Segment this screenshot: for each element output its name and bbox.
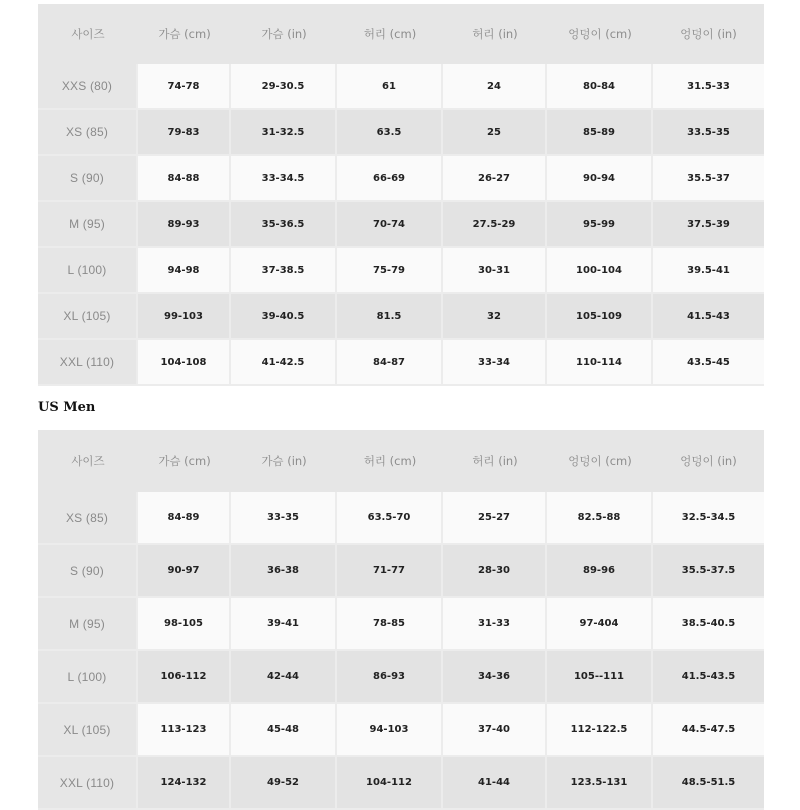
header-chest-in: 가슴 (in) <box>231 4 337 64</box>
cell-waist-in: 30-31 <box>443 248 547 294</box>
section-title-us-men: US Men <box>38 400 96 415</box>
cell-chest-in: 41-42.5 <box>231 340 337 386</box>
cell-hip-in: 39.5-41 <box>653 248 764 294</box>
size-label: XL (105) <box>38 704 138 757</box>
size-label: XS (85) <box>38 110 138 156</box>
cell-waist-in: 31-33 <box>443 598 547 651</box>
cell-hip-cm: 112-122.5 <box>547 704 653 757</box>
cell-hip-in: 33.5-35 <box>653 110 764 156</box>
cell-waist-cm: 75-79 <box>337 248 443 294</box>
header-waist-in: 허리 (in) <box>443 430 547 492</box>
cell-waist-cm: 66-69 <box>337 156 443 202</box>
cell-chest-in: 39-41 <box>231 598 337 651</box>
cell-hip-cm: 90-94 <box>547 156 653 202</box>
cell-hip-in: 35.5-37.5 <box>653 545 764 598</box>
cell-waist-in: 26-27 <box>443 156 547 202</box>
cell-waist-in: 25-27 <box>443 492 547 545</box>
women-size-table <box>38 4 764 386</box>
cell-chest-cm: 74-78 <box>138 64 231 110</box>
cell-chest-cm: 94-98 <box>138 248 231 294</box>
header-hip-in: 엉덩이 (in) <box>653 4 764 64</box>
cell-hip-cm: 82.5-88 <box>547 492 653 545</box>
cell-chest-in: 45-48 <box>231 704 337 757</box>
size-label: XL (105) <box>38 294 138 340</box>
table-row <box>38 704 764 757</box>
table-row <box>38 156 764 202</box>
header-size: 사이즈 <box>38 430 138 492</box>
cell-hip-cm: 85-89 <box>547 110 653 156</box>
cell-hip-cm: 97-404 <box>547 598 653 651</box>
cell-chest-cm: 84-89 <box>138 492 231 545</box>
cell-hip-in: 32.5-34.5 <box>653 492 764 545</box>
cell-waist-cm: 70-74 <box>337 202 443 248</box>
cell-hip-cm: 100-104 <box>547 248 653 294</box>
header-row <box>38 4 764 64</box>
header-chest-cm: 가슴 (cm) <box>138 4 231 64</box>
cell-hip-in: 35.5-37 <box>653 156 764 202</box>
cell-chest-cm: 98-105 <box>138 598 231 651</box>
size-label: XS (85) <box>38 492 138 545</box>
cell-chest-cm: 84-88 <box>138 156 231 202</box>
header-waist-cm: 허리 (cm) <box>337 430 443 492</box>
header-waist-cm: 허리 (cm) <box>337 4 443 64</box>
cell-hip-cm: 89-96 <box>547 545 653 598</box>
cell-waist-cm: 71-77 <box>337 545 443 598</box>
cell-waist-in: 27.5-29 <box>443 202 547 248</box>
cell-waist-in: 33-34 <box>443 340 547 386</box>
cell-chest-cm: 106-112 <box>138 651 231 704</box>
cell-waist-cm: 63.5 <box>337 110 443 156</box>
header-hip-in: 엉덩이 (in) <box>653 430 764 492</box>
table-row <box>38 598 764 651</box>
size-label: S (90) <box>38 545 138 598</box>
cell-waist-in: 28-30 <box>443 545 547 598</box>
cell-hip-cm: 95-99 <box>547 202 653 248</box>
size-label: XXS (80) <box>38 64 138 110</box>
cell-chest-cm: 89-93 <box>138 202 231 248</box>
cell-waist-in: 25 <box>443 110 547 156</box>
header-hip-cm: 엉덩이 (cm) <box>547 4 653 64</box>
cell-chest-in: 39-40.5 <box>231 294 337 340</box>
table-row <box>38 757 764 810</box>
cell-hip-in: 38.5-40.5 <box>653 598 764 651</box>
header-row <box>38 430 764 492</box>
cell-waist-in: 41-44 <box>443 757 547 810</box>
cell-chest-in: 35-36.5 <box>231 202 337 248</box>
cell-waist-in: 32 <box>443 294 547 340</box>
cell-hip-in: 48.5-51.5 <box>653 757 764 810</box>
cell-chest-cm: 113-123 <box>138 704 231 757</box>
cell-chest-cm: 104-108 <box>138 340 231 386</box>
cell-chest-in: 36-38 <box>231 545 337 598</box>
table-row <box>38 340 764 386</box>
cell-hip-cm: 105--111 <box>547 651 653 704</box>
cell-waist-cm: 78-85 <box>337 598 443 651</box>
cell-chest-in: 33-34.5 <box>231 156 337 202</box>
size-label: M (95) <box>38 598 138 651</box>
cell-hip-cm: 110-114 <box>547 340 653 386</box>
size-label: L (100) <box>38 248 138 294</box>
cell-chest-cm: 90-97 <box>138 545 231 598</box>
header-chest-cm: 가슴 (cm) <box>138 430 231 492</box>
cell-hip-cm: 123.5-131 <box>547 757 653 810</box>
table-row <box>38 492 764 545</box>
cell-hip-in: 31.5-33 <box>653 64 764 110</box>
cell-waist-in: 37-40 <box>443 704 547 757</box>
cell-waist-cm: 81.5 <box>337 294 443 340</box>
cell-waist-cm: 84-87 <box>337 340 443 386</box>
cell-chest-in: 49-52 <box>231 757 337 810</box>
header-waist-in: 허리 (in) <box>443 4 547 64</box>
cell-waist-cm: 104-112 <box>337 757 443 810</box>
cell-chest-in: 31-32.5 <box>231 110 337 156</box>
size-label: L (100) <box>38 651 138 704</box>
header-hip-cm: 엉덩이 (cm) <box>547 430 653 492</box>
size-label: S (90) <box>38 156 138 202</box>
table-row <box>38 651 764 704</box>
cell-chest-in: 33-35 <box>231 492 337 545</box>
header-size: 사이즈 <box>38 4 138 64</box>
table-row <box>38 64 764 110</box>
cell-chest-cm: 99-103 <box>138 294 231 340</box>
cell-waist-in: 24 <box>443 64 547 110</box>
cell-chest-in: 42-44 <box>231 651 337 704</box>
table-row <box>38 202 764 248</box>
cell-waist-cm: 63.5-70 <box>337 492 443 545</box>
cell-waist-cm: 61 <box>337 64 443 110</box>
cell-hip-in: 44.5-47.5 <box>653 704 764 757</box>
table-row <box>38 545 764 598</box>
table-row <box>38 294 764 340</box>
cell-chest-cm: 124-132 <box>138 757 231 810</box>
table-row <box>38 110 764 156</box>
size-label: XXL (110) <box>38 757 138 810</box>
men-size-table <box>38 430 764 810</box>
cell-waist-cm: 86-93 <box>337 651 443 704</box>
cell-waist-in: 34-36 <box>443 651 547 704</box>
cell-waist-cm: 94-103 <box>337 704 443 757</box>
cell-hip-in: 43.5-45 <box>653 340 764 386</box>
cell-hip-in: 41.5-43.5 <box>653 651 764 704</box>
cell-chest-in: 29-30.5 <box>231 64 337 110</box>
cell-chest-in: 37-38.5 <box>231 248 337 294</box>
cell-hip-cm: 80-84 <box>547 64 653 110</box>
header-chest-in: 가슴 (in) <box>231 430 337 492</box>
cell-hip-cm: 105-109 <box>547 294 653 340</box>
cell-hip-in: 41.5-43 <box>653 294 764 340</box>
size-label: M (95) <box>38 202 138 248</box>
table-row <box>38 248 764 294</box>
cell-hip-in: 37.5-39 <box>653 202 764 248</box>
size-label: XXL (110) <box>38 340 138 386</box>
cell-chest-cm: 79-83 <box>138 110 231 156</box>
